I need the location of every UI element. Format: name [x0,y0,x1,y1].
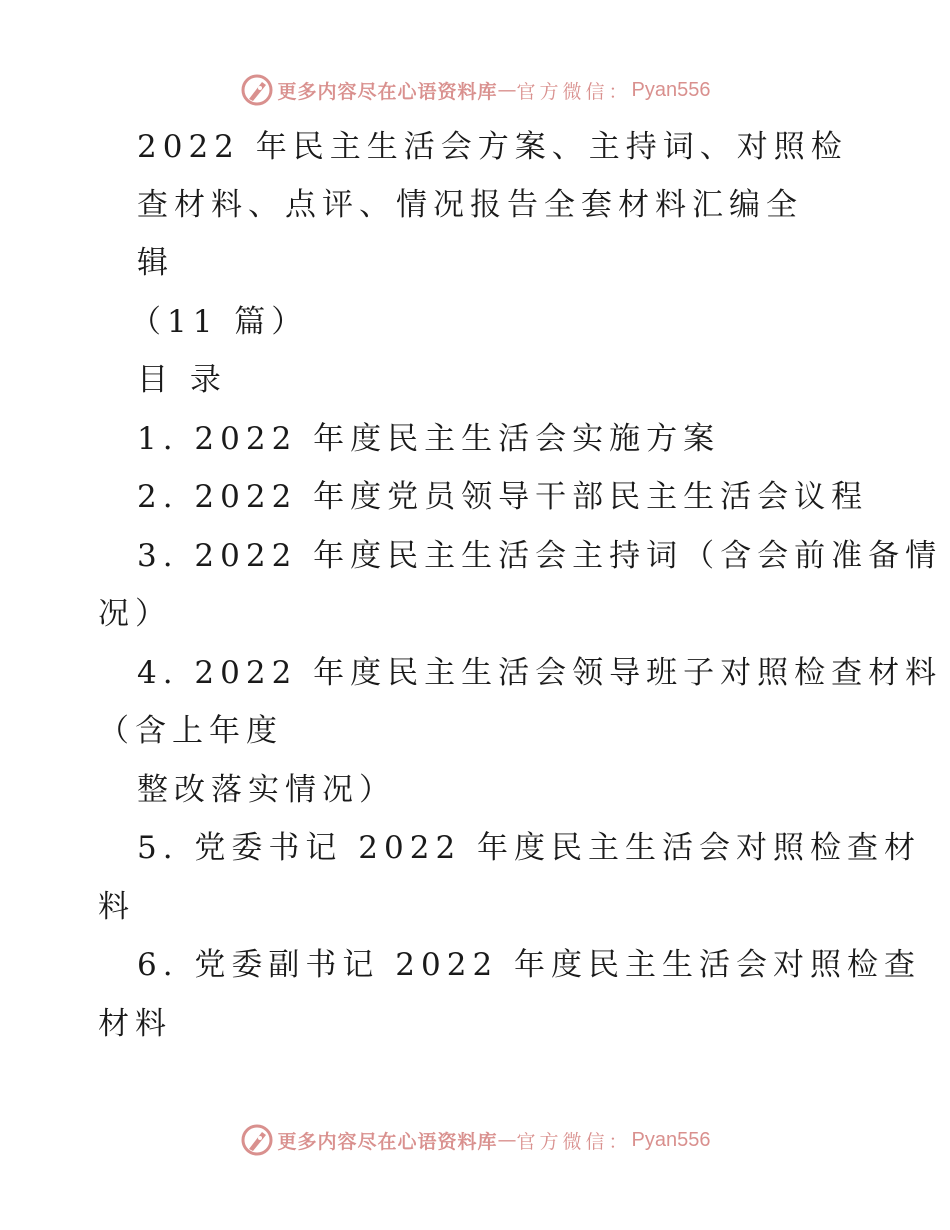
document-count: （11 篇） [130,304,309,340]
toc-item-continuation: 材料 [98,1006,172,1042]
document-title-line-1: 2022 年民主生活会方案、主持词、对照检 [137,129,848,165]
banner-dash: — [497,79,517,101]
pen-logo-icon [240,1123,274,1157]
toc-item: 1. 2022 年度民主生活会实施方案 [137,421,721,457]
toc-item: 6. 党委副书记 2022 年度民主生活会对照检查 [137,947,922,983]
header-watermark-banner [0,70,950,110]
toc-item-continuation: 整改落实情况） [137,772,396,808]
banner-wechat-id: Pyan556 [631,1128,711,1151]
document-title-line-2: 查材料、点评、情况报告全套材料汇编全 [137,187,803,223]
toc-item: 2. 2022 年度党员领导干部民主生活会议程 [137,479,869,515]
banner-official-label: 官方微信： [516,1130,632,1153]
pen-logo-icon [240,73,274,107]
document-title-line-3: 辑 [137,245,174,281]
footer-watermark-banner [0,1120,950,1160]
toc-item: 3. 2022 年度民主生活会主持词（含会前准备情 [137,538,943,574]
toc-item-continuation: （含上年度 [98,713,283,749]
toc-heading: 目 录 [137,362,227,398]
banner-official-label: 官方微信： [516,80,632,103]
toc-item: 5. 党委书记 2022 年度民主生活会对照检查材 [137,830,922,866]
banner-site-text: 更多内容尽在心语资料库 [277,1130,498,1153]
banner-wechat-id: Pyan556 [631,78,711,101]
banner-dash: — [497,1129,517,1151]
toc-item-continuation: 料 [98,889,135,925]
toc-item: 4. 2022 年度民主生活会领导班子对照检查材料 [137,655,943,691]
toc-item-continuation: 况） [98,596,172,632]
banner-site-text: 更多内容尽在心语资料库 [277,80,498,103]
